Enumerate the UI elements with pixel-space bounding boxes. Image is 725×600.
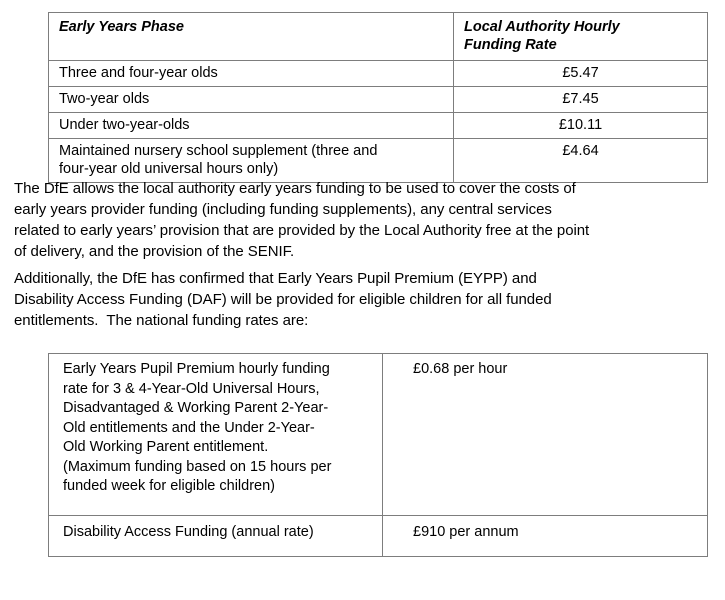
national-rates-table-body	[49, 354, 708, 557]
phase-cell: Three and four-year olds	[49, 61, 454, 87]
description-line: Early Years Pupil Premium hourly funding	[63, 361, 330, 377]
paragraph-line: The DfE allows the local authority early years funding to be used to cover the costs of	[14, 180, 576, 197]
rate-cell: £5.47	[454, 61, 708, 87]
table-header-row	[49, 13, 708, 61]
rate-cell: £7.45	[454, 87, 708, 113]
header-rate-line-2: Funding Rate	[464, 37, 557, 53]
funding-table-body	[49, 61, 708, 183]
header-rate-line-1: Local Authority Hourly	[464, 19, 620, 35]
table-row	[49, 139, 708, 183]
phase-cell-line-2: four-year old universal hours only)	[59, 161, 279, 177]
paragraph-eypp-daf	[14, 268, 714, 331]
header-early-years-phase: Early Years Phase	[49, 13, 454, 61]
paragraph-line: Additionally, the DfE has confirmed that Early Years Pupil Premium (EYPP) and	[14, 270, 537, 287]
description-line: (Maximum funding based on 15 hours per	[63, 458, 332, 475]
phase-cell-line-1: Maintained nursery school supplement (three and	[59, 143, 378, 159]
daf-value-cell: £910 per annum	[383, 515, 708, 557]
description-line: funded week for eligible children)	[63, 478, 275, 494]
header-local-authority-hourly-funding-rate	[454, 13, 708, 61]
description-line: rate for 3 & 4-Year-Old Universal Hours,	[63, 380, 320, 397]
description-line: Old entitlements and the Under 2-Year-	[63, 419, 315, 436]
paragraph-line: of delivery, and the provision of the SENIF.	[14, 243, 295, 260]
paragraph-line: early years provider funding (including funding supplements), any central services	[14, 201, 552, 218]
paragraph-dfe-allowance	[14, 178, 714, 262]
phase-cell: Two-year olds	[49, 87, 454, 113]
funding-table-header	[49, 13, 708, 61]
eypp-value-cell: £0.68 per hour	[383, 354, 708, 516]
table-row	[49, 113, 708, 139]
eypp-description-cell	[49, 354, 383, 516]
national-funding-rates-table	[48, 353, 708, 557]
rate-cell: £4.64	[454, 139, 708, 183]
rate-cell: £10.11	[454, 113, 708, 139]
table-row	[49, 87, 708, 113]
paragraph-line: entitlements. The national funding rates are:	[14, 312, 309, 329]
description-line: Disadvantaged & Working Parent 2-Year-	[63, 400, 329, 416]
paragraph-line: Disability Access Funding (DAF) will be provided for eligible children for all funded	[14, 291, 552, 308]
daf-description-cell: Disability Access Funding (annual rate)	[49, 515, 383, 557]
table-row	[49, 61, 708, 87]
description-line: Old Working Parent entitlement.	[63, 439, 269, 455]
table-row	[49, 354, 708, 516]
table-row	[49, 515, 708, 557]
early-years-funding-rates-table	[48, 12, 708, 183]
phase-cell	[49, 139, 454, 183]
paragraph-line: related to early years’ provision that are provided by the Local Authority free at the point	[14, 222, 590, 239]
phase-cell: Under two-year-olds	[49, 113, 454, 139]
